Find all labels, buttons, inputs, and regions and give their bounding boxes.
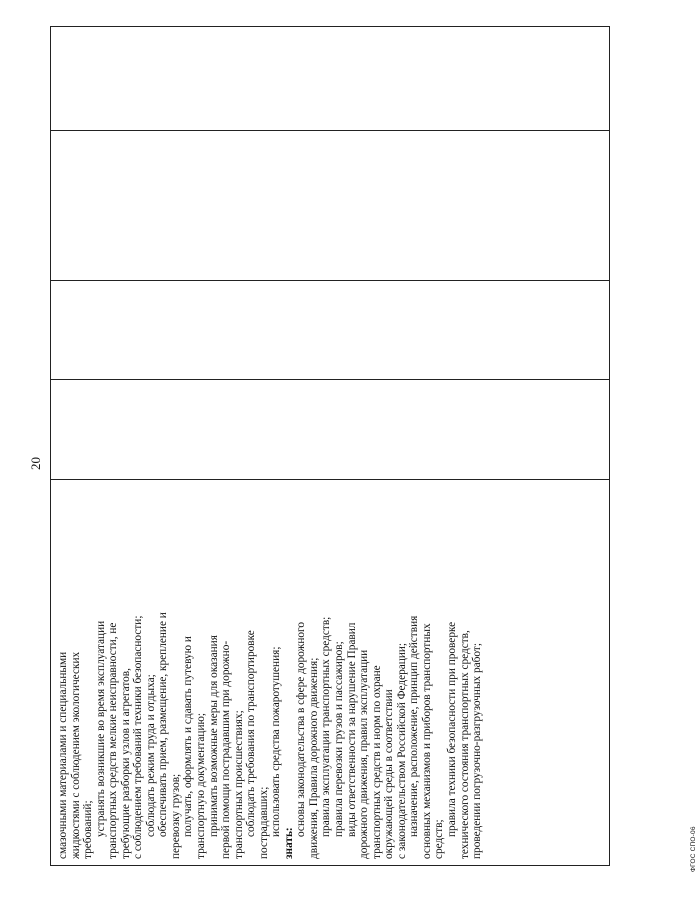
rotated-table-area <box>28 26 697 872</box>
text-line: перевозку грузов; <box>169 773 182 859</box>
text-line: соблюдать режим труда и отдыха; <box>144 674 157 837</box>
text-line: средств; <box>433 819 446 859</box>
table-divider <box>51 379 609 380</box>
table-cell-competencies <box>51 487 611 859</box>
text-line: требующие разборки узлов и агрегатов, <box>119 668 132 859</box>
footer-code: ФГОС СПО-06 <box>690 826 697 872</box>
text-line: обеспечивать прием, размещение, крепление и <box>157 612 170 837</box>
page-number: 20 <box>28 457 43 470</box>
text-line: технического состояния транспортных средств, <box>458 630 471 859</box>
text-line: основных механизмов и приборов транспортных <box>420 623 433 859</box>
text-line: правила техники безопасности при проверке <box>445 621 458 837</box>
table-grid <box>50 26 610 866</box>
text-line: проведении погрузочно-разгрузочных работ; <box>471 643 484 859</box>
text-line: основы законодательства в сфере дорожного <box>295 621 308 837</box>
text-line: виды ответственности за нарушение Правил <box>345 622 358 837</box>
text-line: соблюдать требования по транспортировке <box>245 630 258 837</box>
text-line: устранять возникшие во время эксплуатации <box>94 620 107 837</box>
text-line: использовать средства пожаротушения; <box>270 646 283 837</box>
text-line: смазочными материалами и специальными <box>57 651 69 859</box>
text-line: с законодательством Российской Федерации; <box>395 642 408 859</box>
text-line: окружающей среды в соответствии <box>383 689 396 859</box>
table-divider <box>51 479 609 480</box>
text-line: движения, Правила дорожного движения; <box>307 657 320 859</box>
text-line: правила эксплуатации транспортных средств; <box>320 616 333 837</box>
text-line: транспортных происшествиях; <box>232 710 245 859</box>
text-line: жидкостями с соблюдением экологических <box>69 651 82 859</box>
text-line: транспортную документацию; <box>195 712 208 859</box>
text-line: транспортных средств и норм по охране <box>370 665 383 859</box>
text-line: получать, оформлять и сдавать путевую и <box>182 636 195 837</box>
text-line: с соблюдением требований техники безопасности; <box>132 615 145 859</box>
table-divider <box>51 280 609 281</box>
text-line: правила перевозки грузов и пассажиров; <box>333 641 346 837</box>
text-line: знать: <box>282 827 295 859</box>
text-line: дорожного движения, правил эксплуатации <box>358 649 371 859</box>
table-divider <box>51 130 609 131</box>
text-line: пострадавших; <box>257 786 270 859</box>
text-line: требований; <box>82 800 95 859</box>
text-line: транспортных средств мелкие неисправности, не <box>107 622 120 859</box>
text-line: назначение, расположение, принцип действия <box>408 615 421 837</box>
text-line: принимать возможные меры для оказания <box>207 635 220 837</box>
text-line: первой помощи пострадавшим при дорожно- <box>220 640 233 859</box>
